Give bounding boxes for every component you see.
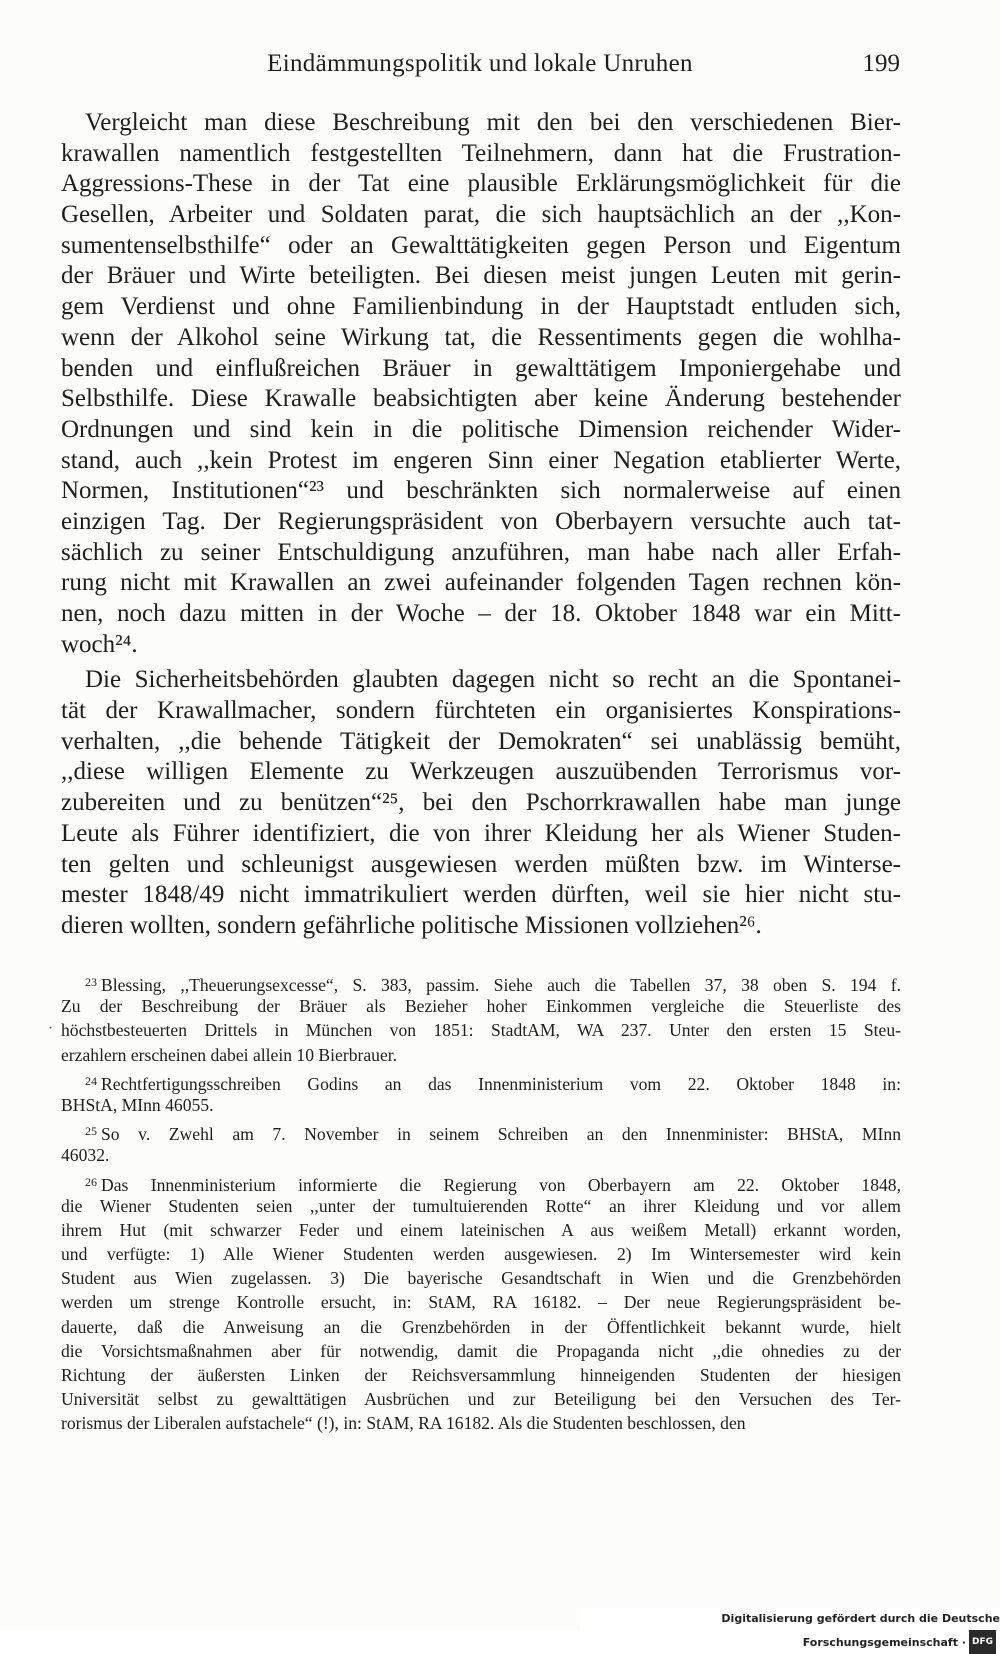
running-head: Eindämmungspolitik und lokale Unruhen (267, 50, 693, 77)
footnote-line (61, 1363, 901, 1387)
footnote-line (61, 1143, 901, 1167)
main-text (61, 108, 901, 947)
footnote-line (61, 970, 901, 994)
text-line: Gesellen, Arbeiter und Soldaten parat, die sich hauptsächlich an der ,,Kon- (61, 201, 901, 229)
text-line: mester 1848/49 nicht immatrikuliert werden dürften, weil sie hier nicht stu- (61, 881, 901, 909)
text-line: benden und einflußreichen Bräuer in gewalttätigem Imponiergehabe und (61, 354, 901, 382)
footnote-text: Blessing, ,,Theuerungsexcesse“, S. 383, passim. Siehe auch die Tabellen 37, 38 oben S. 194 f. (101, 975, 901, 995)
text-line: sächlich zu seiner Entschuldigung anzuführen, man habe nach aller Erfah- (61, 538, 901, 566)
footnote-line (61, 1018, 901, 1042)
text-line: dieren wollten, sondern gefährliche politische Missionen vollziehen²⁶. (61, 911, 762, 939)
footnote-text: ihrem Hut (mit schwarzer Feder und einem lateinischen A aus weißem Metall) erkannt worden, (61, 1219, 901, 1240)
footnote-line (61, 1411, 901, 1435)
dfg-logo: DFG (969, 1630, 996, 1654)
page-header (60, 50, 900, 84)
footnote-line (61, 1093, 901, 1117)
text-line: gem Verdienst und ohne Familienbindung in der Hauptstadt entluden sich, (61, 293, 901, 321)
text-line: woch²⁴. (61, 630, 138, 658)
footnote-26 (61, 1170, 901, 1436)
footnote-line (61, 1315, 901, 1339)
footnote-line (61, 994, 901, 1018)
paragraph-2 (61, 665, 901, 941)
footnote-text: Rechtfertigungsschreiben Godins an das Innenministerium vom 22. Oktober 1848 in: (101, 1073, 901, 1094)
footnote-line (61, 1266, 901, 1290)
footnote-text: werden um strenge Kontrolle ersucht, in: StAM, RA 16182. – Der neue Regierungspräsident be- (61, 1292, 901, 1313)
footnote-text: Zu der Beschreibung der Bräuer als Bezieher hoher Einkommen vergleiche die Steuerliste des (61, 996, 901, 1017)
footnote-line (61, 1069, 901, 1093)
text-line: ,,diese willigen Elemente zu Werkzeugen auszuübenden Terrorismus vor- (61, 758, 901, 786)
footnote-text: rorismus der Liberalen aufstachele“ (!), in: StAM, RA 16182. Als die Studenten beschlossen, den (61, 1413, 746, 1434)
footnote-text: erzahlern erscheinen dabei allein 10 Bierbrauer. (61, 1044, 398, 1065)
text-line: Selbsthilfe. Diese Krawalle beabsichtigten aber keine Änderung bestehender (61, 385, 901, 413)
footnote-line (61, 1170, 901, 1194)
text-line: einzigen Tag. Der Regierungspräsident von Oberbayern versuchte auch tat- (61, 507, 901, 535)
footnote-text: höchstbesteuerten Drittels in München von 1851: StadtAM, WA 237. Unter den ersten 15 Steu- (61, 1020, 901, 1041)
text-line: Aggressions-These in der Tat eine plausible Erklärungsmöglichkeit für die (61, 170, 901, 198)
footnote-number: 26 (85, 1174, 97, 1189)
text-line: verhalten, ,,die behende Tätigkeit der Demokraten“ sei unablässig bemüht, (61, 727, 901, 755)
footnote-24 (61, 1069, 901, 1117)
text-line: Ordnungen und sind kein in die politische Dimension reichender Wider- (61, 415, 901, 443)
text-line: Normen, Institutionen“²³ und beschränkten sich normalerweise auf einen (61, 477, 901, 505)
footnote-text: Universität selbst zu gewalttätigen Ausbrüchen und zur Beteiligung bei den Versuchen des Ter- (61, 1389, 901, 1410)
digitization-footer (580, 1608, 1000, 1649)
margin-mark: · (48, 1020, 54, 1037)
footnote-line (61, 1387, 901, 1411)
footnote-23 (61, 970, 901, 1067)
footnote-text: BHStA, MInn 46055. (61, 1094, 214, 1115)
footnote-text: dauerte, daß die Anweisung an die Grenzbehörden in der Öffentlichkeit bekannt wurde, hielt (61, 1316, 901, 1337)
text-line: stand, auch ,,kein Protest im engeren Sinn einer Negation etablierter Werte, (61, 446, 901, 474)
footnote-number: 24 (85, 1073, 97, 1088)
footnote-text: Richtung der äußersten Linken der Reichsversammlung hinneigenden Studenten der hiesigen (61, 1365, 901, 1385)
footnote-line (61, 1218, 901, 1242)
text-line: Vergleicht man diese Beschreibung mit den bei den verschiedenen Bier- (85, 109, 901, 136)
text-line: nen, noch dazu mitten in der Woche – der 18. Oktober 1848 war ein Mitt- (61, 600, 901, 627)
text-line: rung nicht mit Krawallen an zwei aufeinander folgenden Tagen rechnen kön- (61, 569, 901, 597)
footnote-text: die Wiener Studenten seien ,,unter der tumultuierenden Rotte“ an ihrer Kleidung und vor allem (61, 1195, 901, 1216)
text-line: Leute als Führer identifiziert, die von ihrer Kleidung her als Wiener Studen- (61, 819, 901, 847)
footnote-text: So v. Zwehl am 7. November in seinem Schreiben an den Innenminister: BHStA, MInn (101, 1124, 901, 1145)
footnote-line (61, 1119, 901, 1143)
text-line: tät der Krawallmacher, sondern fürchteten ein organisiertes Konspirations- (61, 697, 901, 725)
footnote-text: und verfügte: 1) Alle Wiener Studenten werden ausgewiesen. 2) Im Wintersemester wird kein (61, 1244, 901, 1265)
footnote-text: die Vorsichtsmaßnahmen aber für notwendig, damit die Propaganda nicht ,,die ohnedies zu der (61, 1340, 901, 1361)
text-line: krawallen namentlich festgestellten Teilnehmern, dann hat die Frustration- (61, 139, 901, 167)
footnote-line (61, 1194, 901, 1218)
text-line: ten gelten und schleunigst ausgewiesen werden müßten bzw. im Winterse- (61, 850, 901, 878)
footnote-text: Student aus Wien zugelassen. 3) Die bayerische Gesandtschaft in Wien und die Grenzbehörden (61, 1268, 901, 1289)
paragraph-1 (61, 108, 901, 660)
text-line: sumentenselbsthilfe“ oder an Gewalttätigkeiten gegen Person und Eigentum (61, 231, 901, 259)
text-line: zubereiten und zu benützen“²⁵, bei den Pschorrkrawallen habe man junge (61, 789, 901, 817)
page-number: 199 (862, 50, 900, 77)
footnote-text: Das Innenministerium informierte die Regierung von Oberbayern am 22. Oktober 1848, (101, 1174, 901, 1195)
footnote-25 (61, 1119, 901, 1167)
text-line: Die Sicherheitsbehörden glaubten dagegen nicht so recht an die Spontanei- (85, 666, 901, 694)
text-line: wenn der Alkohol seine Wirkung tat, die Ressentiments gegen die wohlha- (61, 323, 901, 351)
text-line: der Bräuer und Wirte beteiligten. Bei diesen meist jungen Leuten mit gerin- (61, 262, 901, 290)
footnote-line (61, 1290, 901, 1314)
footer-text: Digitalisierung gefördert durch die Deutsche Forschungsgemeinschaft · (721, 1612, 1000, 1649)
footnote-text: 46032. (61, 1145, 110, 1166)
footnote-number: 23 (85, 975, 97, 989)
footnotes (61, 970, 901, 1438)
footnote-line (61, 1043, 901, 1067)
footnote-line (61, 1242, 901, 1266)
footnote-number: 25 (85, 1124, 97, 1139)
footnote-line (61, 1339, 901, 1363)
